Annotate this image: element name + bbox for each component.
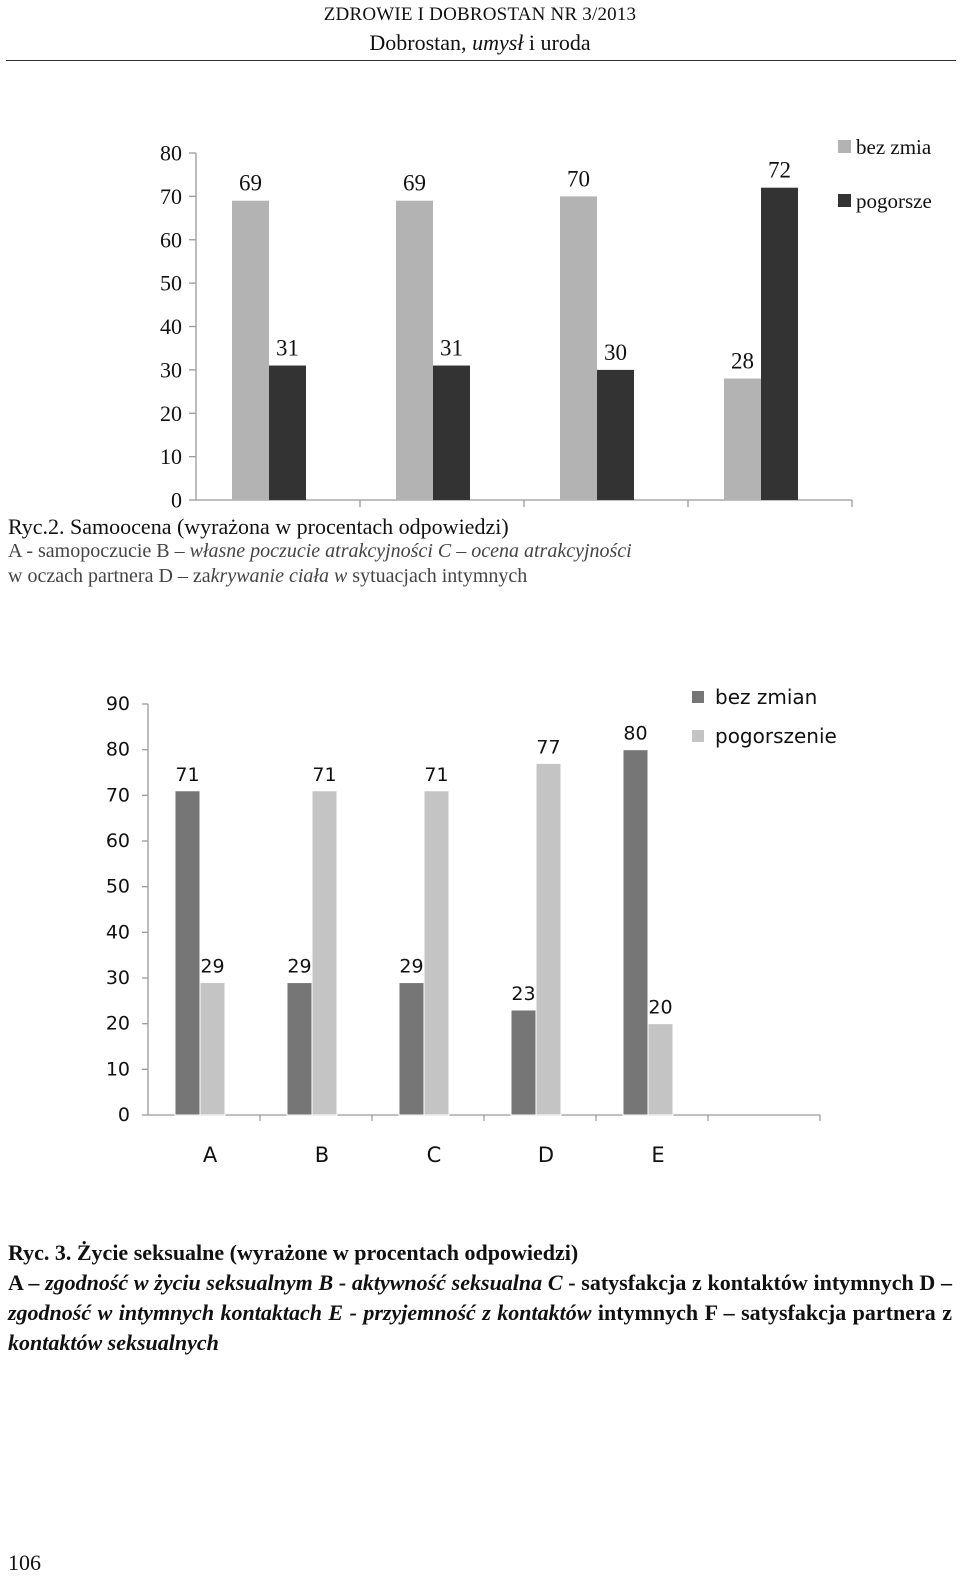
x-tick-label: B <box>314 1143 330 1167</box>
legend-label: pogorszenie <box>715 724 837 748</box>
x-tick-label: C <box>426 1143 442 1167</box>
figure-caption-body <box>8 539 948 589</box>
bar <box>200 983 225 1115</box>
section-title-tail: i uroda <box>523 30 591 55</box>
chart-ryc2 <box>0 0 960 530</box>
journal-title: ZDROWIE I DOBROSTAN NR 3/2013 <box>323 4 637 25</box>
figure-caption-ryc3 <box>8 1238 952 1358</box>
bar <box>433 366 470 500</box>
data-label: 69 <box>239 170 262 196</box>
data-label: 72 <box>768 157 791 183</box>
legend-swatch <box>692 730 704 742</box>
bar <box>597 370 634 500</box>
y-tick-label: 70 <box>160 183 182 209</box>
data-label: 70 <box>567 166 590 192</box>
y-tick-label: 80 <box>105 738 130 761</box>
y-tick-label: 70 <box>105 784 130 807</box>
data-label: 29 <box>200 955 225 978</box>
y-tick-label: 20 <box>160 400 182 426</box>
figure-caption-title: Ryc.2. Samoocena (wyrażona w procentach odpowiedzi) <box>8 514 509 539</box>
data-label: 20 <box>648 996 673 1019</box>
caption-text: w oczach partnera D – za <box>8 565 211 587</box>
data-label: 29 <box>287 955 312 978</box>
chart-ryc3 <box>0 680 960 1200</box>
bar <box>399 983 424 1115</box>
data-label: 71 <box>312 763 337 786</box>
legend-swatch <box>838 194 851 207</box>
y-tick-label: 40 <box>105 921 130 944</box>
y-tick-label: 0 <box>171 487 182 513</box>
y-tick-label: 50 <box>105 875 130 898</box>
data-label: 23 <box>511 982 536 1005</box>
y-tick-label: 30 <box>160 357 182 383</box>
bar <box>232 201 269 500</box>
bar <box>724 379 761 500</box>
y-tick-label: 90 <box>105 693 130 715</box>
caption-text: intymnych F – satysfakcja partnera z <box>597 1300 952 1325</box>
data-label: 71 <box>424 763 449 786</box>
data-label: 31 <box>440 335 463 361</box>
legend-label: bez zmian <box>715 685 818 709</box>
section-title-plain: Dobrostan, <box>369 30 473 55</box>
data-label: 30 <box>604 339 627 365</box>
bar <box>175 791 200 1115</box>
y-tick-label: 10 <box>105 1058 130 1081</box>
data-label: 28 <box>731 348 754 374</box>
data-label: 71 <box>175 763 200 786</box>
bar <box>424 791 449 1115</box>
bar <box>648 1024 673 1115</box>
legend-swatch <box>692 691 704 703</box>
y-tick-label: 80 <box>160 140 182 166</box>
bar <box>287 983 312 1115</box>
y-tick-label: 30 <box>105 967 130 989</box>
caption-text: własne poczucie atrakcyjności C – ocena atrakcyjności <box>189 540 632 562</box>
bar <box>269 366 306 500</box>
bar <box>623 750 648 1115</box>
data-label: 69 <box>403 170 426 196</box>
data-label: 80 <box>623 722 648 745</box>
caption-text: A – <box>8 1270 46 1295</box>
legend-swatch <box>838 140 851 153</box>
y-tick-label: 60 <box>160 227 182 253</box>
x-tick-label: D <box>537 1143 555 1167</box>
figure-caption-ryc2 <box>8 514 948 589</box>
legend-label: bez zmia <box>856 135 932 159</box>
x-tick-label: E <box>651 1143 665 1167</box>
page-number: 106 <box>8 1550 41 1575</box>
bar <box>312 791 337 1115</box>
section-title-italic: umysł <box>472 30 524 55</box>
bar <box>536 763 561 1115</box>
bar <box>761 188 798 500</box>
data-label: 31 <box>276 335 299 361</box>
y-tick-label: 20 <box>105 1012 130 1035</box>
caption-text: - satysfakcja z kontaktów intymnych D – <box>562 1270 952 1295</box>
y-tick-label: 40 <box>160 314 182 339</box>
bar <box>396 201 433 500</box>
y-tick-label: 10 <box>160 444 182 470</box>
y-tick-label: 50 <box>160 270 182 296</box>
figure-caption-title: Ryc. 3. Życie seksualne (wyrażone w procentach odpowiedzi) <box>8 1240 579 1265</box>
caption-text: zgodność w intymnych kontaktach E - przyjemność z kontaktów <box>8 1300 598 1325</box>
caption-text: sytuacjach intymnych <box>347 565 528 587</box>
bar <box>511 1010 536 1115</box>
x-tick-label: A <box>202 1143 218 1167</box>
y-tick-label: 60 <box>105 830 130 852</box>
caption-text: zgodność w życiu seksualnym B - aktywność seksualna C <box>45 1270 563 1295</box>
bar <box>560 196 597 500</box>
figure-caption-body <box>8 1268 952 1358</box>
y-tick-label: 0 <box>117 1104 130 1126</box>
legend-label: pogorsze <box>856 189 932 213</box>
caption-text: A - samopoczucie B – <box>8 540 190 562</box>
caption-text: kontaktów seksualnych <box>8 1330 219 1355</box>
data-label: 77 <box>536 736 561 759</box>
caption-text: krywanie ciała w <box>210 565 348 587</box>
data-label: 29 <box>399 955 424 978</box>
